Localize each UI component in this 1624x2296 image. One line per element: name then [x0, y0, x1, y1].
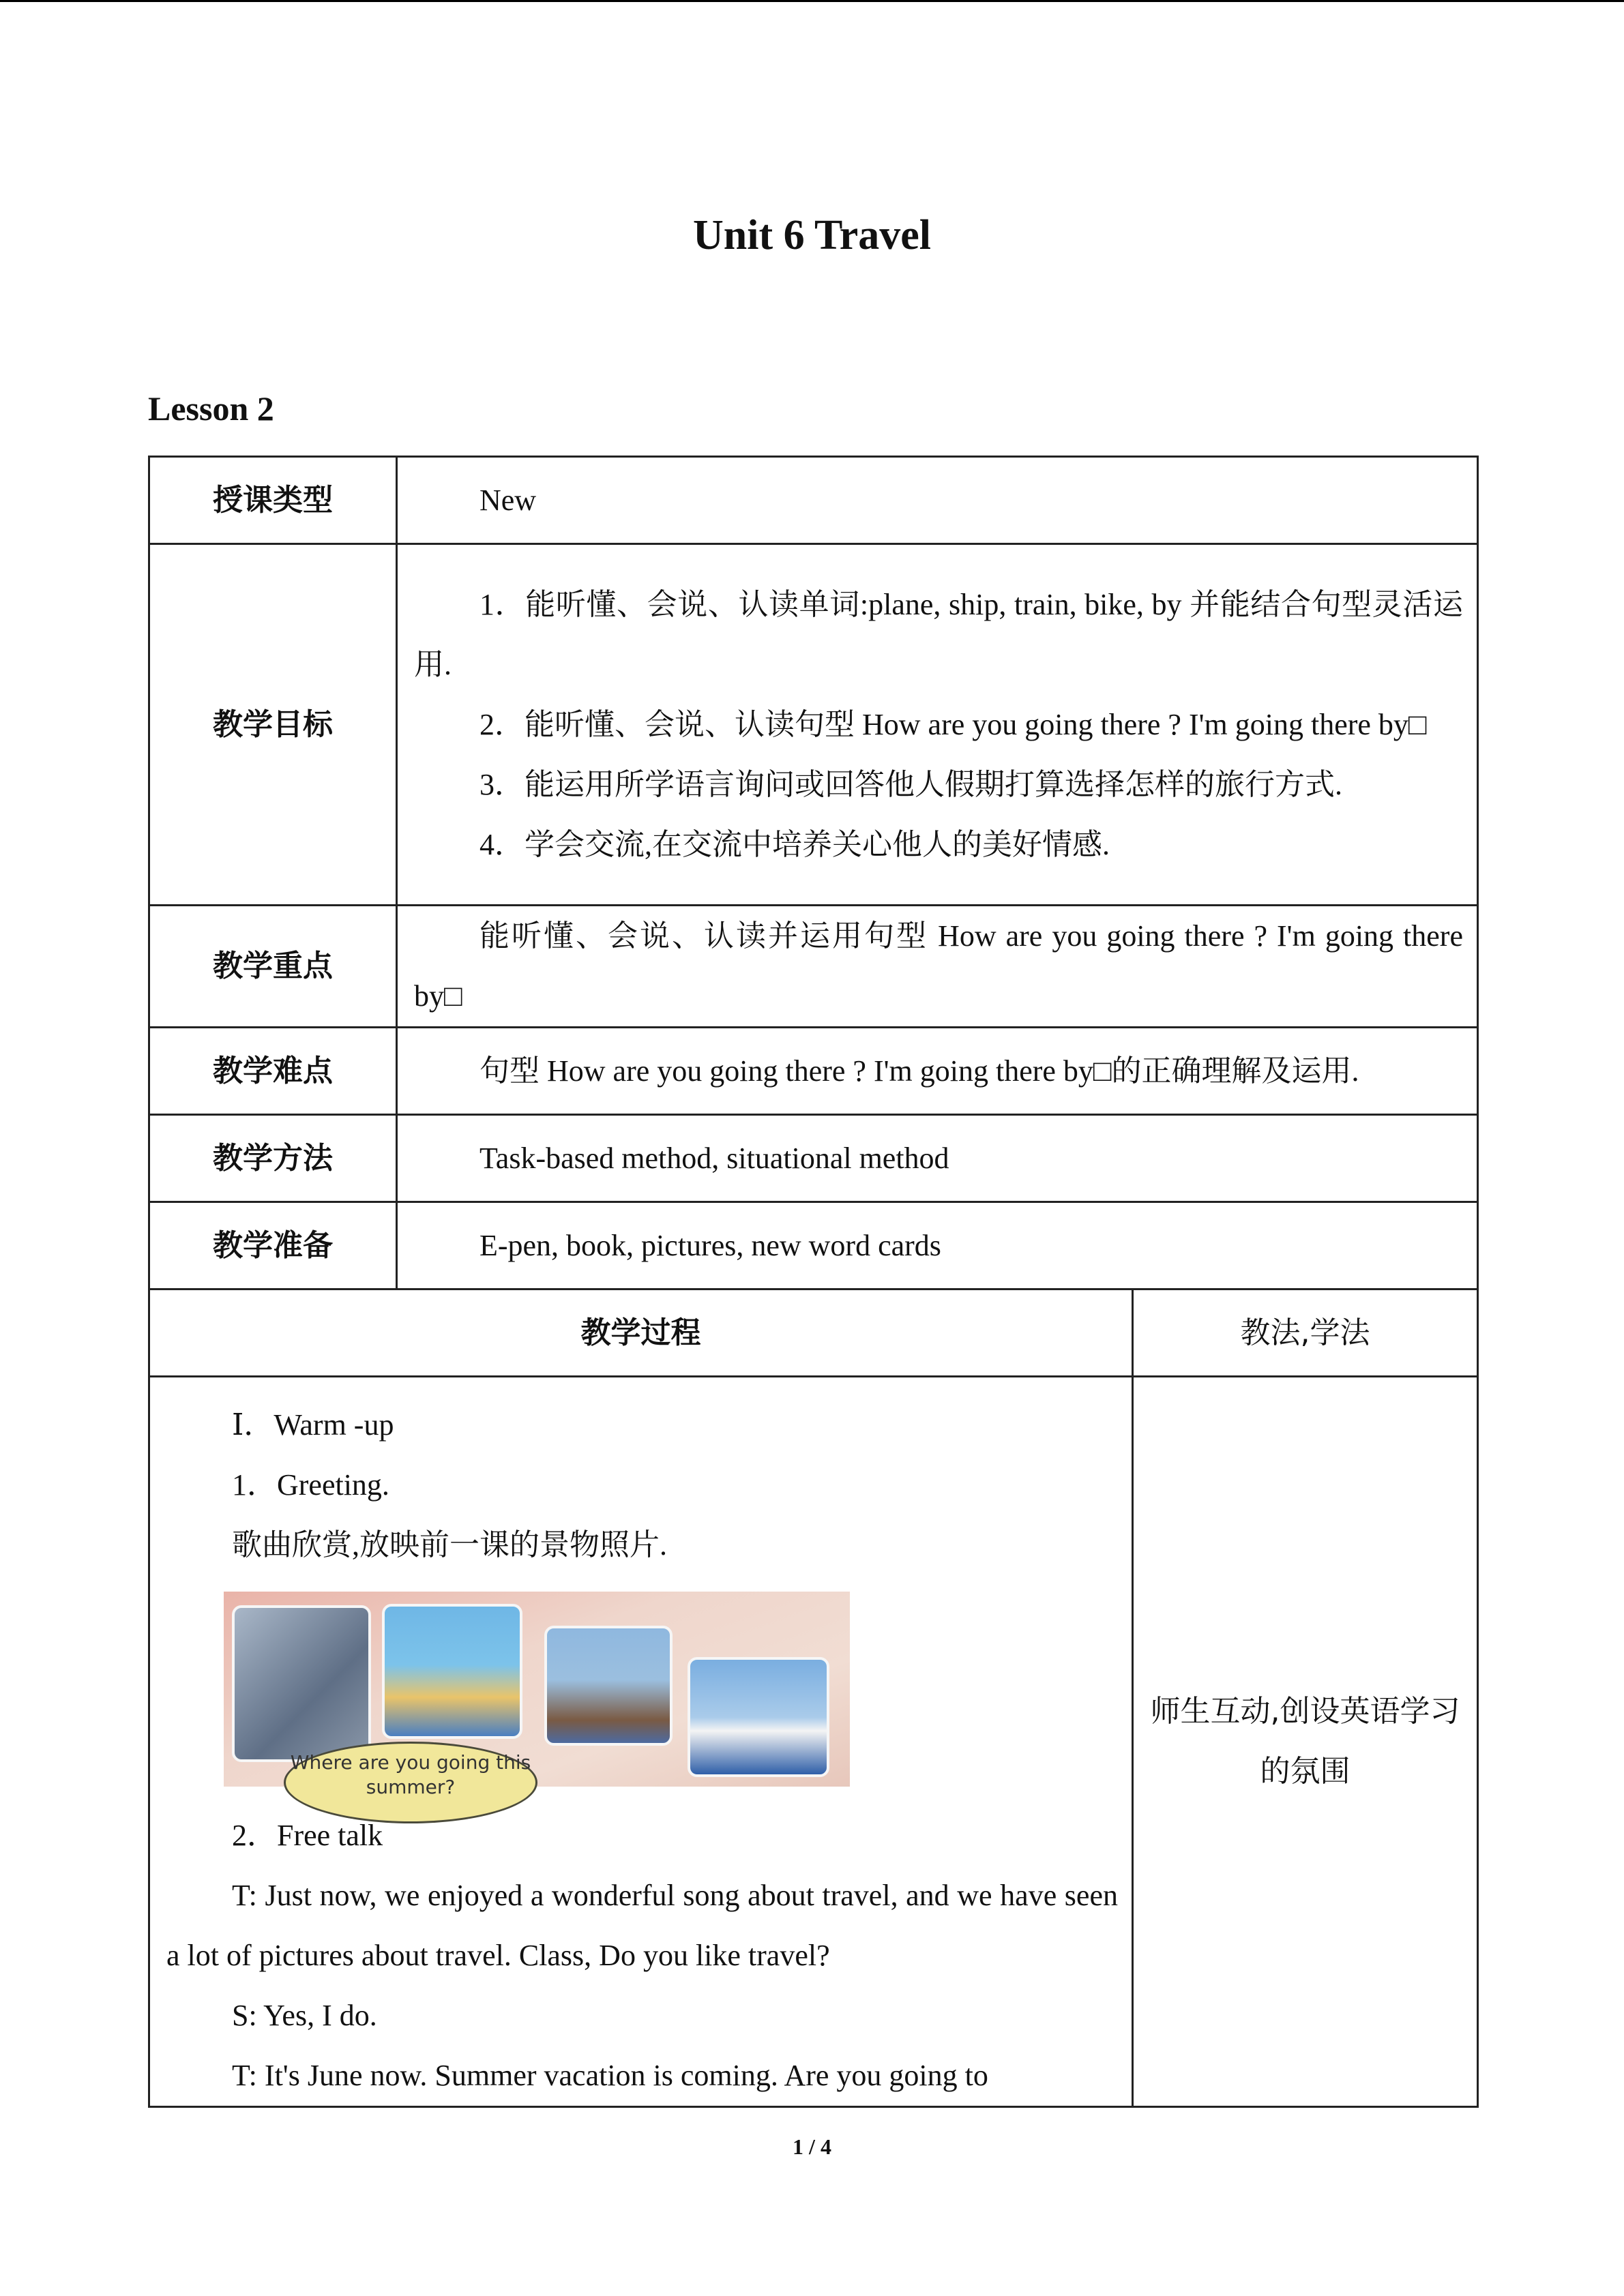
greeting-step: 1．Greeting. [232, 1468, 389, 1502]
student-line-1: S: Yes, I do. [232, 1999, 377, 2032]
page-top-rule [0, 0, 1624, 2]
method-note: 师生互动,创设英语学习的氛围 [1133, 1377, 1478, 2107]
row-teaching-objectives [149, 544, 1478, 906]
label-teaching-preparation: 教学准备 [149, 1202, 397, 1289]
objective-4: 4．学会交流,在交流中培养关心他人的美好情感. [479, 827, 1110, 861]
value-key-points: 能听懂、会说、认读并运用句型 How are you going there ? I'm going there by□ [414, 919, 1463, 1013]
value-difficult-points: 句型 How are you going there ? I'm going there by□的正确理解及运用. [479, 1054, 1359, 1088]
teacher-line-1: T: Just now, we enjoyed a wonderful song about travel, and we have seen a lot of pictures about travel. Class, Do you like travel? [166, 1879, 1118, 1972]
label-key-points: 教学重点 [149, 906, 397, 1028]
big-ben-photo-card [544, 1626, 673, 1746]
row-key-points [149, 906, 1478, 1028]
opera-house-photo-card [688, 1657, 829, 1777]
value-lesson-type: New [479, 483, 537, 517]
building-photo-card [232, 1605, 371, 1762]
process-header: 教学过程 [149, 1289, 1133, 1377]
song-step: 歌曲欣赏,放映前一课的景物照片. [232, 1528, 667, 1562]
method-header: 教法,学法 [1133, 1289, 1478, 1377]
warm-up-heading: Ⅰ．Warm -up [232, 1408, 394, 1442]
objective-2: 2．能听懂、会说、认读句型 How are you going there ? I'm going there by□ [479, 707, 1427, 741]
lesson-plan-table [148, 456, 1479, 2108]
beach-photo-card [382, 1604, 522, 1739]
row-teaching-preparation [149, 1202, 1478, 1289]
objective-1: 1．能听懂、会说、认读单词:plane, ship, train, bike, by 并能结合句型灵活运用. [414, 587, 1463, 681]
document-title: Unit 6 Travel [692, 212, 932, 258]
label-lesson-type: 授课类型 [149, 457, 397, 544]
row-teaching-methods [149, 1115, 1478, 1202]
lesson-heading: Lesson 2 [148, 389, 274, 428]
free-talk-heading: 2．Free talk [232, 1819, 383, 1852]
row-difficult-points [149, 1028, 1478, 1115]
row-process-header [149, 1289, 1478, 1377]
page-number: 1 / 4 [793, 2134, 831, 2159]
value-teaching-methods: Task-based method, situational method [479, 1141, 949, 1175]
label-teaching-methods: 教学方法 [149, 1115, 397, 1202]
objective-3: 3．能运用所学语言询问或回答他人假期打算选择怎样的旅行方式. [479, 767, 1342, 801]
row-process-body [149, 1377, 1478, 2107]
value-teaching-preparation: E-pen, book, pictures, new word cards [479, 1228, 941, 1262]
teacher-line-2: T: It's June now. Summer vacation is coming. Are you going to [232, 2059, 988, 2092]
label-difficult-points: 教学难点 [149, 1028, 397, 1115]
row-lesson-type [149, 457, 1478, 544]
label-teaching-objectives: 教学目标 [149, 544, 397, 906]
scenery-photo [224, 1592, 850, 1798]
question-bubble: Where are you going this summer? [284, 1742, 537, 1823]
